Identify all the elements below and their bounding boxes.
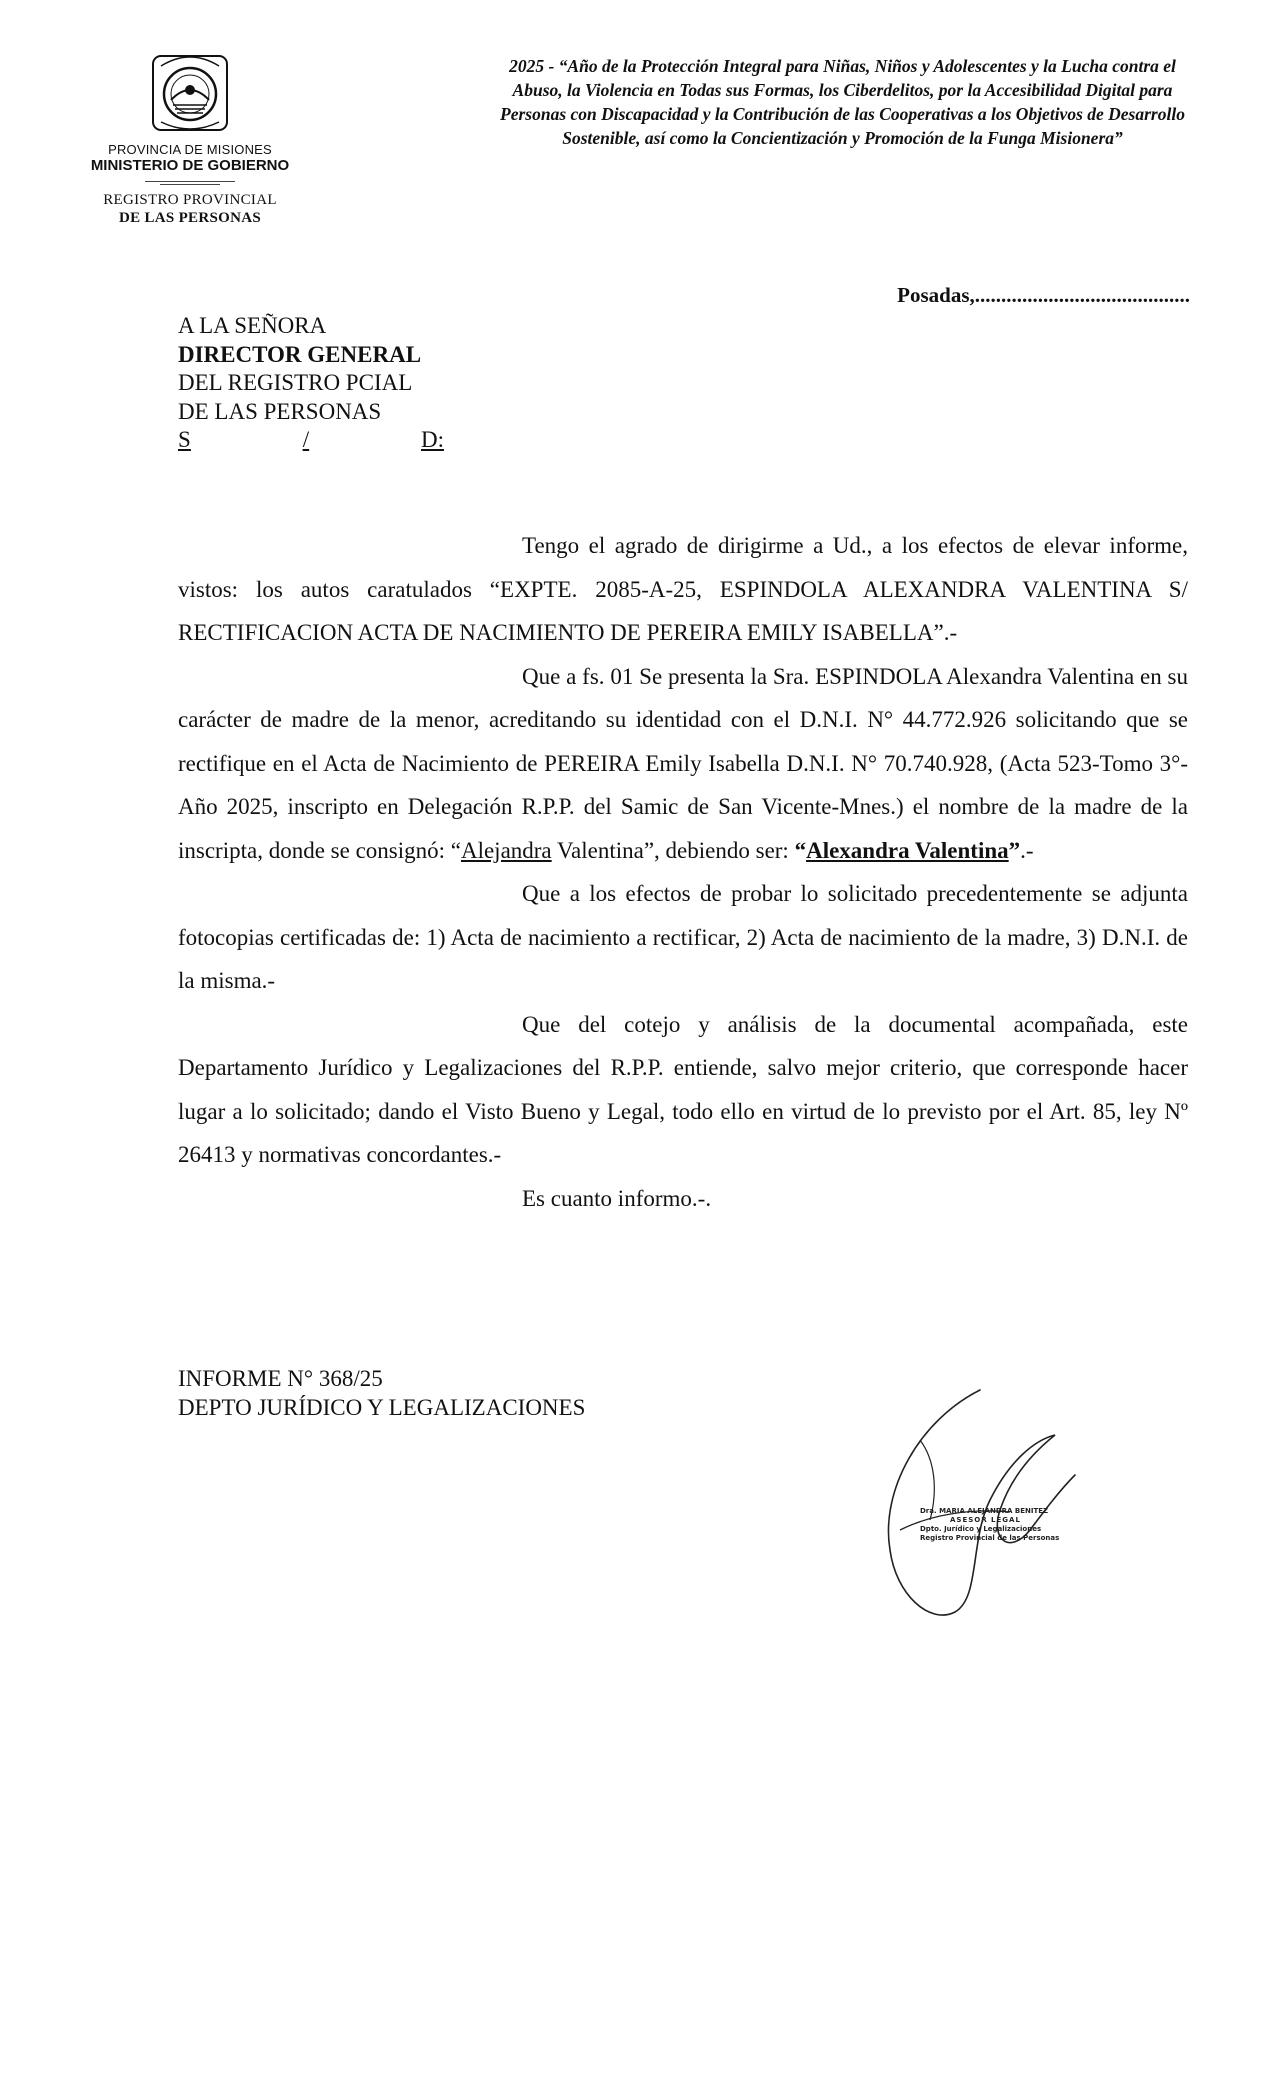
paragraph-1: Tengo el agrado de dirigirme a Ud., a los efectos de elevar informe, vistos: los autos caratulados “EXPTE. 2085-A-25, ESPINDOLA ALEXANDRA VALENTINA S/ RECTIFICACION ACTA DE NACIMIENTO DE PEREIRA EMILY ISABELLA”.- (178, 533, 1188, 645)
divider (160, 184, 220, 185)
stamp-line: Registro Provincial de las Personas (920, 1534, 1060, 1542)
addressee-line: A LA SEÑORA (178, 313, 327, 338)
sd-line (178, 426, 444, 455)
stamp-line: Dpto. Jurídico y Legalizaciones (920, 1525, 1042, 1533)
addressee-line: DE LAS PERSONAS (178, 398, 382, 424)
paragraph-2-text: Que a fs. 01 Se presenta la Sra. ESPINDOLA Alexandra Valentina en su carácter de madre de la menor, acreditando su identidad con el D.N.I. N° 44.772.926 solicitando que se rectifique en el Acta de Nacimiento de PEREIRA Emily Isabella D.N.I. N° 70.740.928, (Acta 523-Tomo 3°-Año 2025, inscripto en Delegación R.P.P. del Samic de San Vicente-Mnes.) el nombre de la madre de la inscripta, donde se consignó: “ (178, 663, 1188, 863)
paragraph-3: Que a los efectos de probar lo solicitado precedentemente se adjunta fotocopias certificadas de: 1) Acta de nacimiento a rectificar, 2) Acta de nacimiento de la madre, 3) D.N.I. de la misma.- (178, 881, 1188, 993)
paragraph-2-end: .- (1020, 837, 1034, 863)
sd-d: D: (421, 427, 444, 452)
letterhead-logo (70, 50, 310, 227)
place-date: Posadas,......................................... (897, 283, 1190, 307)
paragraph-2-text: Valentina”, debiendo ser: (551, 837, 795, 863)
ministry-name: MINISTERIO DE GOBIERNO (90, 157, 290, 174)
addressee-line: DEL REGISTRO PCIAL (178, 370, 413, 395)
addressee-block (178, 312, 444, 455)
registry-line-2: DE LAS PERSONAS (118, 210, 262, 226)
report-body (178, 524, 1188, 1220)
quote-open: “ (794, 837, 807, 863)
registry-line-1: REGISTRO PROVINCIAL (103, 192, 277, 208)
addressee-title: DIRECTOR GENERAL (178, 341, 422, 367)
paragraph-4: Que del cotejo y análisis de la documental acompañada, este Departamento Jurídico y Legalizaciones del R.P.P. entiende, salvo mejor criterio, que corresponde hacer lugar a lo solicitado; dando el Visto Bueno y Legal, todo ello en virtud de lo previsto por el Art. 85, ley Nº 26413 y normativas concordantes.- (178, 1011, 1188, 1167)
wrong-name: Alejandra (460, 837, 552, 863)
sd-s: S (178, 427, 191, 452)
correct-name: Alexandra Valentina (806, 837, 1009, 863)
provincial-seal-icon (147, 50, 233, 136)
signature-stamp (920, 1507, 1070, 1543)
stamp-line: Dra. MARIA ALEJANDRA BENITEZ (920, 1507, 1049, 1515)
department-name: DEPTO JURÍDICO Y LEGALIZACIONES (178, 1395, 586, 1420)
divider (145, 181, 235, 182)
report-reference (178, 1364, 585, 1422)
province-name: PROVINCIA DE MISIONES (108, 142, 272, 157)
quote-close: ” (1008, 837, 1021, 863)
sd-slash: / (302, 427, 310, 452)
paragraph-2 (178, 655, 1188, 873)
stamp-line: ASESOR LEGAL (950, 1516, 1021, 1524)
report-number: INFORME N° 368/25 (178, 1366, 383, 1391)
closing-line: Es cuanto informo.-. (522, 1185, 712, 1211)
year-motto: 2025 - “Año de la Protección Integral para Niñas, Niños y Adolescentes y la Lucha contra el Abuso, la Violencia en Todas sus Formas, los Ciberdelitos, por la Accesibilidad Digital para Personas con Discapacidad y la Contribución de las Cooperativas a los Objetivos de Desarrollo Sostenible, así como la Concientización y Promoción de la Funga Misionera” (500, 56, 1185, 148)
